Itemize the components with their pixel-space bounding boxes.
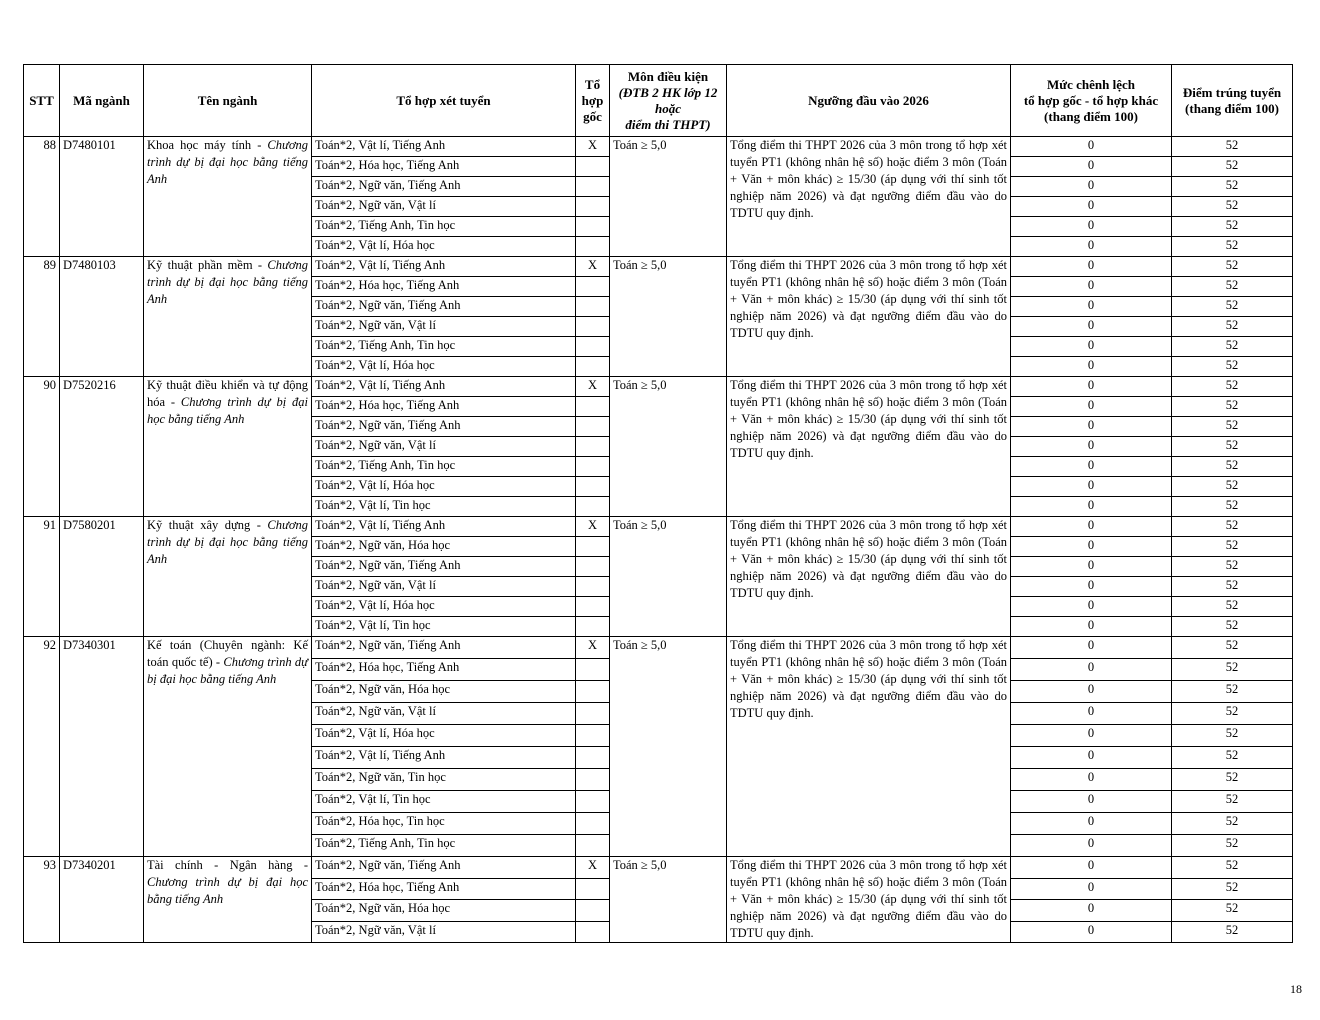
condition-cell: Toán ≥ 5,0 (610, 857, 727, 943)
admission-score-cell: 52 (1172, 747, 1293, 769)
major-code-cell: D7580201 (60, 517, 144, 637)
subject-combo-cell: Toán*2, Ngữ văn, Vật lí (312, 921, 576, 943)
score-difference-cell: 0 (1011, 177, 1172, 197)
header-combo: Tổ hợp xét tuyển (312, 65, 576, 137)
score-difference-cell: 0 (1011, 317, 1172, 337)
major-code-cell: D7340301 (60, 637, 144, 857)
original-combo-mark (576, 457, 610, 477)
admission-score-cell: 52 (1172, 703, 1293, 725)
threshold-cell: Tổng điểm thi THPT 2026 của 3 môn trong tổ hợp xét tuyển PT1 (không nhân hệ số) hoặc điểm 3 môn (Toán + Văn + môn khác) ≥ 15/30 (áp dụng với thí sinh tốt nghiệp năm 2026) và đạt ngưỡng điểm đầu vào do TDTU quy định. (727, 517, 1011, 637)
score-difference-cell: 0 (1011, 617, 1172, 637)
major-name-cell (144, 257, 312, 377)
score-difference-cell: 0 (1011, 659, 1172, 681)
original-combo-mark: X (576, 257, 610, 277)
subject-combo-cell: Toán*2, Vật lí, Tin học (312, 617, 576, 637)
score-difference-cell: 0 (1011, 747, 1172, 769)
condition-cell: Toán ≥ 5,0 (610, 377, 727, 517)
subject-combo-cell: Toán*2, Ngữ văn, Tin học (312, 769, 576, 791)
score-difference-cell: 0 (1011, 813, 1172, 835)
admission-score-cell: 52 (1172, 477, 1293, 497)
score-difference-cell: 0 (1011, 497, 1172, 517)
threshold-cell: Tổng điểm thi THPT 2026 của 3 môn trong tổ hợp xét tuyển PT1 (không nhân hệ số) hoặc điểm 3 môn (Toán + Văn + môn khác) ≥ 15/30 (áp dụng với thí sinh tốt nghiệp năm 2026) và đạt ngưỡng điểm đầu vào do TDTU quy định. (727, 377, 1011, 517)
admission-score-cell: 52 (1172, 659, 1293, 681)
score-difference-cell: 0 (1011, 137, 1172, 157)
score-difference-cell: 0 (1011, 835, 1172, 857)
admission-score-cell: 52 (1172, 597, 1293, 617)
original-combo-mark (576, 703, 610, 725)
major-code-cell: D7480103 (60, 257, 144, 377)
header-condition-line2: (ĐTB 2 HK lớp 12 hoặc (618, 84, 718, 116)
major-first-row (24, 257, 1293, 277)
original-combo-mark (576, 537, 610, 557)
stt-cell: 92 (24, 637, 60, 857)
subject-combo-cell: Toán*2, Vật lí, Hóa học (312, 597, 576, 617)
admission-score-cell: 52 (1172, 397, 1293, 417)
score-difference-cell: 0 (1011, 769, 1172, 791)
original-combo-mark (576, 297, 610, 317)
score-difference-cell: 0 (1011, 217, 1172, 237)
subject-combo-cell: Toán*2, Vật lí, Tiếng Anh (312, 257, 576, 277)
threshold-cell: Tổng điểm thi THPT 2026 của 3 môn trong tổ hợp xét tuyển PT1 (không nhân hệ số) hoặc điểm 3 môn (Toán + Văn + môn khác) ≥ 15/30 (áp dụng với thí sinh tốt nghiệp năm 2026) và đạt ngưỡng điểm đầu vào do TDTU quy định. (727, 137, 1011, 257)
original-combo-mark (576, 617, 610, 637)
admission-score-cell: 52 (1172, 177, 1293, 197)
major-name-text: Khoa học máy tính - (147, 138, 268, 152)
header-row (24, 65, 1293, 137)
original-combo-mark (576, 900, 610, 922)
original-combo-mark: X (576, 857, 610, 879)
admission-score-cell: 52 (1172, 377, 1293, 397)
admission-score-cell: 52 (1172, 237, 1293, 257)
major-first-row (24, 517, 1293, 537)
major-name-cell (144, 857, 312, 943)
score-difference-cell: 0 (1011, 557, 1172, 577)
subject-combo-cell: Toán*2, Ngữ văn, Tiếng Anh (312, 297, 576, 317)
subject-combo-cell: Toán*2, Ngữ văn, Vật lí (312, 703, 576, 725)
subject-combo-cell: Toán*2, Ngữ văn, Hóa học (312, 681, 576, 703)
score-difference-cell: 0 (1011, 337, 1172, 357)
original-combo-mark (576, 177, 610, 197)
subject-combo-cell: Toán*2, Vật lí, Tiếng Anh (312, 747, 576, 769)
admission-score-cell: 52 (1172, 725, 1293, 747)
stt-cell: 89 (24, 257, 60, 377)
original-combo-mark (576, 659, 610, 681)
original-combo-mark (576, 878, 610, 900)
score-difference-cell: 0 (1011, 357, 1172, 377)
original-combo-mark (576, 397, 610, 417)
admission-score-cell: 52 (1172, 857, 1293, 879)
score-difference-cell: 0 (1011, 537, 1172, 557)
major-first-row (24, 377, 1293, 397)
major-program-text: Chương trình dự bị đại học bằng tiếng Anh (147, 655, 308, 686)
original-combo-mark (576, 769, 610, 791)
subject-combo-cell: Toán*2, Hóa học, Tiếng Anh (312, 397, 576, 417)
condition-cell: Toán ≥ 5,0 (610, 517, 727, 637)
score-difference-cell: 0 (1011, 297, 1172, 317)
original-combo-mark (576, 497, 610, 517)
header-score-line1: Điểm trúng tuyển (1182, 84, 1282, 100)
subject-combo-cell: Toán*2, Hóa học, Tin học (312, 813, 576, 835)
score-difference-cell: 0 (1011, 477, 1172, 497)
score-difference-cell: 0 (1011, 377, 1172, 397)
subject-combo-cell: Toán*2, Ngữ văn, Hóa học (312, 900, 576, 922)
admission-score-cell: 52 (1172, 769, 1293, 791)
threshold-cell: Tổng điểm thi THPT 2026 của 3 môn trong tổ hợp xét tuyển PT1 (không nhân hệ số) hoặc điểm 3 môn (Toán + Văn + môn khác) ≥ 15/30 (áp dụng với thí sinh tốt nghiệp năm 2026) và đạt ngưỡng điểm đầu vào do TDTU quy định. (727, 637, 1011, 857)
original-combo-mark: X (576, 517, 610, 537)
original-combo-mark (576, 357, 610, 377)
score-difference-cell: 0 (1011, 517, 1172, 537)
score-difference-cell: 0 (1011, 921, 1172, 943)
major-name-cell (144, 377, 312, 517)
major-first-row (24, 637, 1293, 659)
major-name-cell (144, 137, 312, 257)
condition-cell: Toán ≥ 5,0 (610, 257, 727, 377)
original-combo-mark: X (576, 377, 610, 397)
admission-score-cell: 52 (1172, 417, 1293, 437)
admission-score-cell: 52 (1172, 557, 1293, 577)
admissions-table (23, 64, 1293, 943)
condition-cell: Toán ≥ 5,0 (610, 637, 727, 857)
admission-score-cell: 52 (1172, 317, 1293, 337)
admission-score-cell: 52 (1172, 457, 1293, 477)
subject-combo-cell: Toán*2, Ngữ văn, Hóa học (312, 537, 576, 557)
original-combo-mark (576, 725, 610, 747)
subject-combo-cell: Toán*2, Ngữ văn, Tiếng Anh (312, 637, 576, 659)
admission-score-cell: 52 (1172, 900, 1293, 922)
stt-cell: 90 (24, 377, 60, 517)
admission-score-cell: 52 (1172, 617, 1293, 637)
subject-combo-cell: Toán*2, Vật lí, Hóa học (312, 725, 576, 747)
header-score (1172, 65, 1293, 137)
original-combo-mark (576, 417, 610, 437)
score-difference-cell: 0 (1011, 237, 1172, 257)
major-program-text: Chương trình dự bị đại học bằng tiếng Anh (147, 518, 308, 566)
major-program-text: Chương trình dự bị đại học bằng tiếng Anh (147, 258, 308, 306)
score-difference-cell: 0 (1011, 457, 1172, 477)
admission-score-cell: 52 (1172, 217, 1293, 237)
subject-combo-cell: Toán*2, Hóa học, Tiếng Anh (312, 878, 576, 900)
admission-score-cell: 52 (1172, 297, 1293, 317)
score-difference-cell: 0 (1011, 257, 1172, 277)
header-diff-line3: (thang điểm 100) (1044, 108, 1138, 124)
subject-combo-cell: Toán*2, Ngữ văn, Tiếng Anh (312, 557, 576, 577)
stt-cell: 88 (24, 137, 60, 257)
subject-combo-cell: Toán*2, Vật lí, Tin học (312, 791, 576, 813)
original-combo-mark (576, 835, 610, 857)
original-combo-mark: X (576, 137, 610, 157)
major-first-row (24, 137, 1293, 157)
subject-combo-cell: Toán*2, Ngữ văn, Vật lí (312, 577, 576, 597)
header-diff (1011, 65, 1172, 137)
subject-combo-cell: Toán*2, Vật lí, Tiếng Anh (312, 517, 576, 537)
original-combo-mark (576, 813, 610, 835)
score-difference-cell: 0 (1011, 397, 1172, 417)
original-combo-mark (576, 681, 610, 703)
original-combo-mark (576, 217, 610, 237)
original-combo-mark (576, 747, 610, 769)
admission-score-cell: 52 (1172, 357, 1293, 377)
major-name-text: Tài chính - Ngân hàng - (147, 858, 308, 872)
admission-score-cell: 52 (1172, 681, 1293, 703)
threshold-cell: Tổng điểm thi THPT 2026 của 3 môn trong tổ hợp xét tuyển PT1 (không nhân hệ số) hoặc điểm 3 môn (Toán + Văn + môn khác) ≥ 15/30 (áp dụng với thí sinh tốt nghiệp năm 2026) và đạt ngưỡng điểm đầu vào do TDTU quy định. (727, 257, 1011, 377)
major-code-cell: D7480101 (60, 137, 144, 257)
admission-score-cell: 52 (1172, 835, 1293, 857)
stt-cell: 91 (24, 517, 60, 637)
score-difference-cell: 0 (1011, 577, 1172, 597)
header-diff-line2: tổ hợp gốc - tổ hợp khác (1023, 92, 1159, 108)
original-combo-mark (576, 597, 610, 617)
subject-combo-cell: Toán*2, Vật lí, Tin học (312, 497, 576, 517)
original-combo-mark (576, 557, 610, 577)
subject-combo-cell: Toán*2, Vật lí, Hóa học (312, 477, 576, 497)
subject-combo-cell: Toán*2, Vật lí, Tiếng Anh (312, 137, 576, 157)
major-name-cell (144, 517, 312, 637)
score-difference-cell: 0 (1011, 417, 1172, 437)
original-combo-mark (576, 477, 610, 497)
subject-combo-cell: Toán*2, Tiếng Anh, Tin học (312, 337, 576, 357)
score-difference-cell: 0 (1011, 637, 1172, 659)
score-difference-cell: 0 (1011, 437, 1172, 457)
admission-score-cell: 52 (1172, 517, 1293, 537)
major-name-text: Kỹ thuật xây dựng - (147, 518, 268, 532)
subject-combo-cell: Toán*2, Ngữ văn, Tiếng Anh (312, 417, 576, 437)
header-orig: Tổ hợp gốc (576, 65, 610, 137)
score-difference-cell: 0 (1011, 725, 1172, 747)
condition-cell: Toán ≥ 5,0 (610, 137, 727, 257)
original-combo-mark (576, 921, 610, 943)
subject-combo-cell: Toán*2, Tiếng Anh, Tin học (312, 217, 576, 237)
admission-score-cell: 52 (1172, 277, 1293, 297)
admission-score-cell: 52 (1172, 437, 1293, 457)
score-difference-cell: 0 (1011, 900, 1172, 922)
major-program-text: Chương trình dự bị đại học bằng tiếng Anh (147, 875, 308, 906)
subject-combo-cell: Toán*2, Vật lí, Hóa học (312, 237, 576, 257)
subject-combo-cell: Toán*2, Ngữ văn, Vật lí (312, 197, 576, 217)
subject-combo-cell: Toán*2, Vật lí, Hóa học (312, 357, 576, 377)
original-combo-mark (576, 237, 610, 257)
major-name-cell (144, 637, 312, 857)
subject-combo-cell: Toán*2, Ngữ văn, Tiếng Anh (312, 857, 576, 879)
header-diff-line1: Mức chênh lệch (1047, 76, 1135, 92)
score-difference-cell: 0 (1011, 597, 1172, 617)
stt-cell: 93 (24, 857, 60, 943)
score-difference-cell: 0 (1011, 277, 1172, 297)
score-difference-cell: 0 (1011, 157, 1172, 177)
subject-combo-cell: Toán*2, Hóa học, Tiếng Anh (312, 659, 576, 681)
admission-score-cell: 52 (1172, 791, 1293, 813)
subject-combo-cell: Toán*2, Tiếng Anh, Tin học (312, 835, 576, 857)
subject-combo-cell: Toán*2, Ngữ văn, Vật lí (312, 437, 576, 457)
major-first-row (24, 857, 1293, 879)
admission-score-cell: 52 (1172, 497, 1293, 517)
major-program-text: Chương trình dự bị đại học bằng tiếng Anh (147, 395, 308, 426)
subject-combo-cell: Toán*2, Ngữ văn, Tiếng Anh (312, 177, 576, 197)
original-combo-mark (576, 337, 610, 357)
major-code-cell: D7340201 (60, 857, 144, 943)
score-difference-cell: 0 (1011, 857, 1172, 879)
major-code-cell: D7520216 (60, 377, 144, 517)
subject-combo-cell: Toán*2, Ngữ văn, Vật lí (312, 317, 576, 337)
major-name-text: Kỹ thuật phần mềm - (147, 258, 268, 272)
admission-score-cell: 52 (1172, 257, 1293, 277)
subject-combo-cell: Toán*2, Vật lí, Tiếng Anh (312, 377, 576, 397)
admission-score-cell: 52 (1172, 878, 1293, 900)
original-combo-mark (576, 157, 610, 177)
major-name-text: Kỹ thuật điều khiển và tự động hóa - (147, 378, 308, 409)
admission-score-cell: 52 (1172, 197, 1293, 217)
admission-score-cell: 52 (1172, 921, 1293, 943)
score-difference-cell: 0 (1011, 878, 1172, 900)
original-combo-mark (576, 197, 610, 217)
header-code: Mã ngành (60, 65, 144, 137)
score-difference-cell: 0 (1011, 791, 1172, 813)
admission-score-cell: 52 (1172, 337, 1293, 357)
major-program-text: Chương trình dự bị đại học bằng tiếng Anh (147, 138, 308, 186)
table-body (24, 137, 1293, 943)
admission-score-cell: 52 (1172, 813, 1293, 835)
header-name: Tên ngành (144, 65, 312, 137)
header-condition-line3: điểm thi THPT) (625, 116, 711, 132)
header-condition (610, 65, 727, 137)
threshold-cell: Tổng điểm thi THPT 2026 của 3 môn trong tổ hợp xét tuyển PT1 (không nhân hệ số) hoặc điểm 3 môn (Toán + Văn + môn khác) ≥ 15/30 (áp dụng với thí sinh tốt nghiệp năm 2026) và đạt ngưỡng điểm đầu vào do TDTU quy định. (727, 857, 1011, 943)
admission-score-cell: 52 (1172, 137, 1293, 157)
original-combo-mark (576, 577, 610, 597)
header-threshold: Ngưỡng đầu vào 2026 (727, 65, 1011, 137)
admission-score-cell: 52 (1172, 637, 1293, 659)
original-combo-mark (576, 437, 610, 457)
header-condition-line1: Môn điều kiện (627, 68, 709, 84)
subject-combo-cell: Toán*2, Hóa học, Tiếng Anh (312, 157, 576, 177)
score-difference-cell: 0 (1011, 197, 1172, 217)
page-number: 18 (1290, 982, 1302, 996)
admission-score-cell: 52 (1172, 537, 1293, 557)
admission-score-cell: 52 (1172, 577, 1293, 597)
score-difference-cell: 0 (1011, 681, 1172, 703)
original-combo-mark (576, 317, 610, 337)
original-combo-mark: X (576, 637, 610, 659)
subject-combo-cell: Toán*2, Tiếng Anh, Tin học (312, 457, 576, 477)
subject-combo-cell: Toán*2, Hóa học, Tiếng Anh (312, 277, 576, 297)
original-combo-mark (576, 791, 610, 813)
header-stt: STT (24, 65, 60, 137)
admission-score-cell: 52 (1172, 157, 1293, 177)
original-combo-mark (576, 277, 610, 297)
header-score-line2: (thang điểm 100) (1185, 100, 1279, 116)
score-difference-cell: 0 (1011, 703, 1172, 725)
major-name-text: Kế toán (Chuyên ngành: Kế toán quốc tế) - (147, 638, 308, 669)
